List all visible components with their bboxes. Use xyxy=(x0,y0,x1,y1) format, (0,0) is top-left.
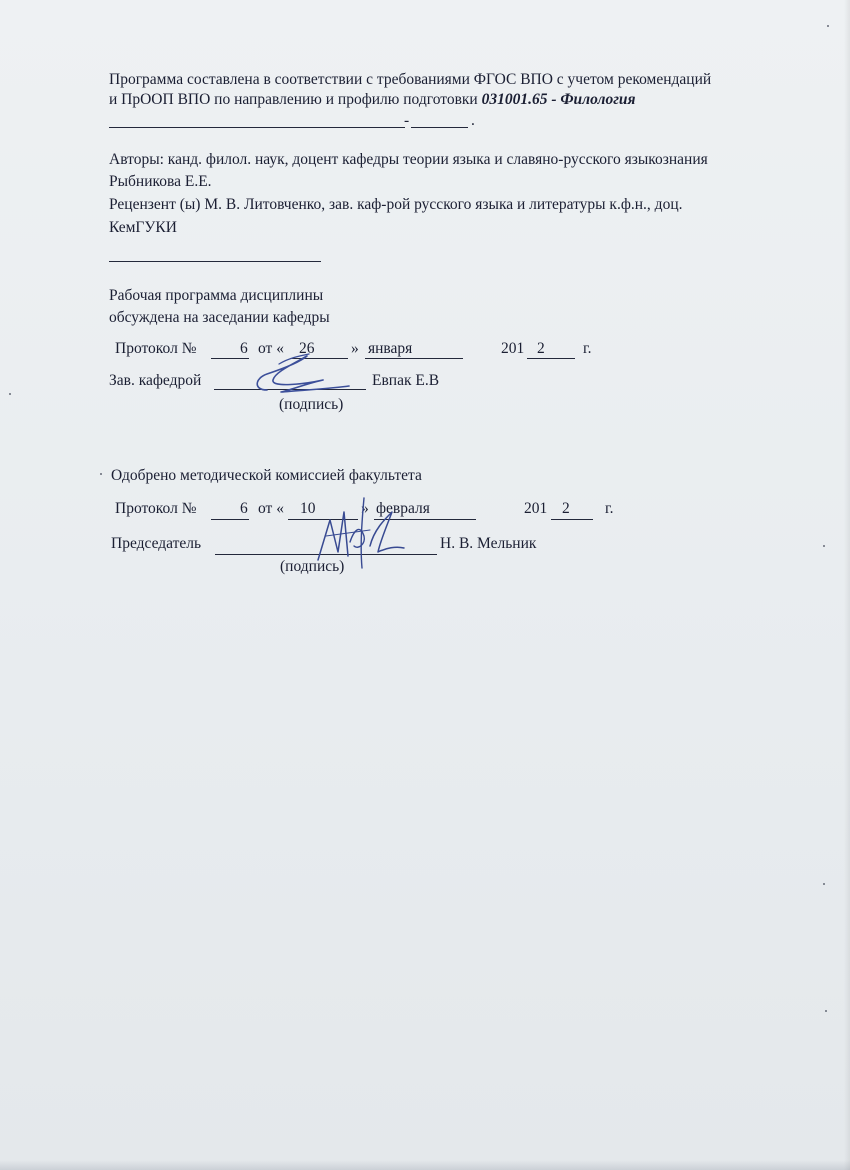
scan-speck xyxy=(823,883,825,885)
specialty-code: 031001.65 - Филология xyxy=(481,91,636,108)
authors-line-2: Рыбникова Е.Е. xyxy=(109,173,212,190)
faculty-signature-caption: (подпись) xyxy=(280,558,345,575)
department-head-signature xyxy=(245,350,355,395)
scan-speck xyxy=(100,473,102,475)
faculty-protocol-number: 6 xyxy=(240,500,248,517)
program-basis-line-2 xyxy=(109,91,636,109)
department-day-close: » xyxy=(351,340,359,357)
faculty-protocol-number-blank xyxy=(211,519,249,520)
reviewer-line-1: Рецензент (ы) М. В. Литовченко, зав. каф-рой русского языка и литературы к.ф.н., доц. xyxy=(109,196,683,213)
faculty-year-digit: 2 xyxy=(562,500,570,517)
reviewer-line-2: КемГУКИ xyxy=(109,219,177,236)
scan-speck xyxy=(827,25,829,27)
scan-bottom-shadow xyxy=(0,1160,850,1170)
department-day: 26 xyxy=(299,340,315,357)
department-protocol-label: Протокол № xyxy=(115,340,197,357)
faculty-year-blank xyxy=(551,519,593,520)
department-from-label: от « xyxy=(258,340,284,357)
faculty-chair-label: Председатель xyxy=(111,535,202,552)
specialty-blank-1 xyxy=(109,127,405,128)
scan-speck xyxy=(823,545,825,547)
department-line-2: обсуждена на заседании кафедры xyxy=(109,309,330,326)
program-basis-line-1: Программа составлена в соответствии с требованиями ФГОС ВПО с учетом рекомендаций xyxy=(109,71,712,88)
faculty-line-1: Одобрено методической комиссией факультета xyxy=(111,467,422,484)
authors-line-1: Авторы: канд. филол. наук, доцент кафедры теории языка и славяно-русского языкознания xyxy=(109,151,708,168)
faculty-chair-name: Н. В. Мельник xyxy=(440,535,537,552)
department-protocol-number: 6 xyxy=(240,340,248,357)
department-month-blank xyxy=(365,358,463,359)
faculty-year-prefix: 201 xyxy=(524,500,548,517)
department-line-1: Рабочая программа дисциплины xyxy=(109,287,324,304)
faculty-chair-signature xyxy=(300,490,410,580)
department-head-label: Зав. кафедрой xyxy=(109,372,202,389)
department-protocol-number-blank xyxy=(211,358,249,359)
faculty-month: февраля xyxy=(376,500,430,517)
scan-speck xyxy=(825,1010,827,1012)
department-year-suffix: г. xyxy=(583,340,592,357)
faculty-from-label: от « xyxy=(258,500,284,517)
specialty-blank-2 xyxy=(411,127,468,128)
specialty-separator: - xyxy=(404,112,410,129)
specialty-end-mark: . xyxy=(471,112,475,129)
department-year-prefix: 201 xyxy=(501,340,525,357)
department-signature-caption: (подпись) xyxy=(279,396,344,413)
reviewer-signature-blank xyxy=(109,261,321,262)
program-basis-prefix: и ПрООП ВПО по направлению и профилю подготовки xyxy=(109,91,478,108)
faculty-protocol-label: Протокол № xyxy=(115,500,197,517)
scan-edge-shadow xyxy=(844,0,850,1170)
department-head-name: Евпак Е.В xyxy=(372,372,440,389)
scan-speck xyxy=(9,393,11,395)
department-year-blank xyxy=(527,358,575,359)
department-month: января xyxy=(368,340,413,357)
department-year-digit: 2 xyxy=(537,340,545,357)
faculty-day: 10 xyxy=(300,500,316,517)
faculty-year-suffix: г. xyxy=(605,500,614,517)
faculty-day-close: » xyxy=(361,500,369,517)
